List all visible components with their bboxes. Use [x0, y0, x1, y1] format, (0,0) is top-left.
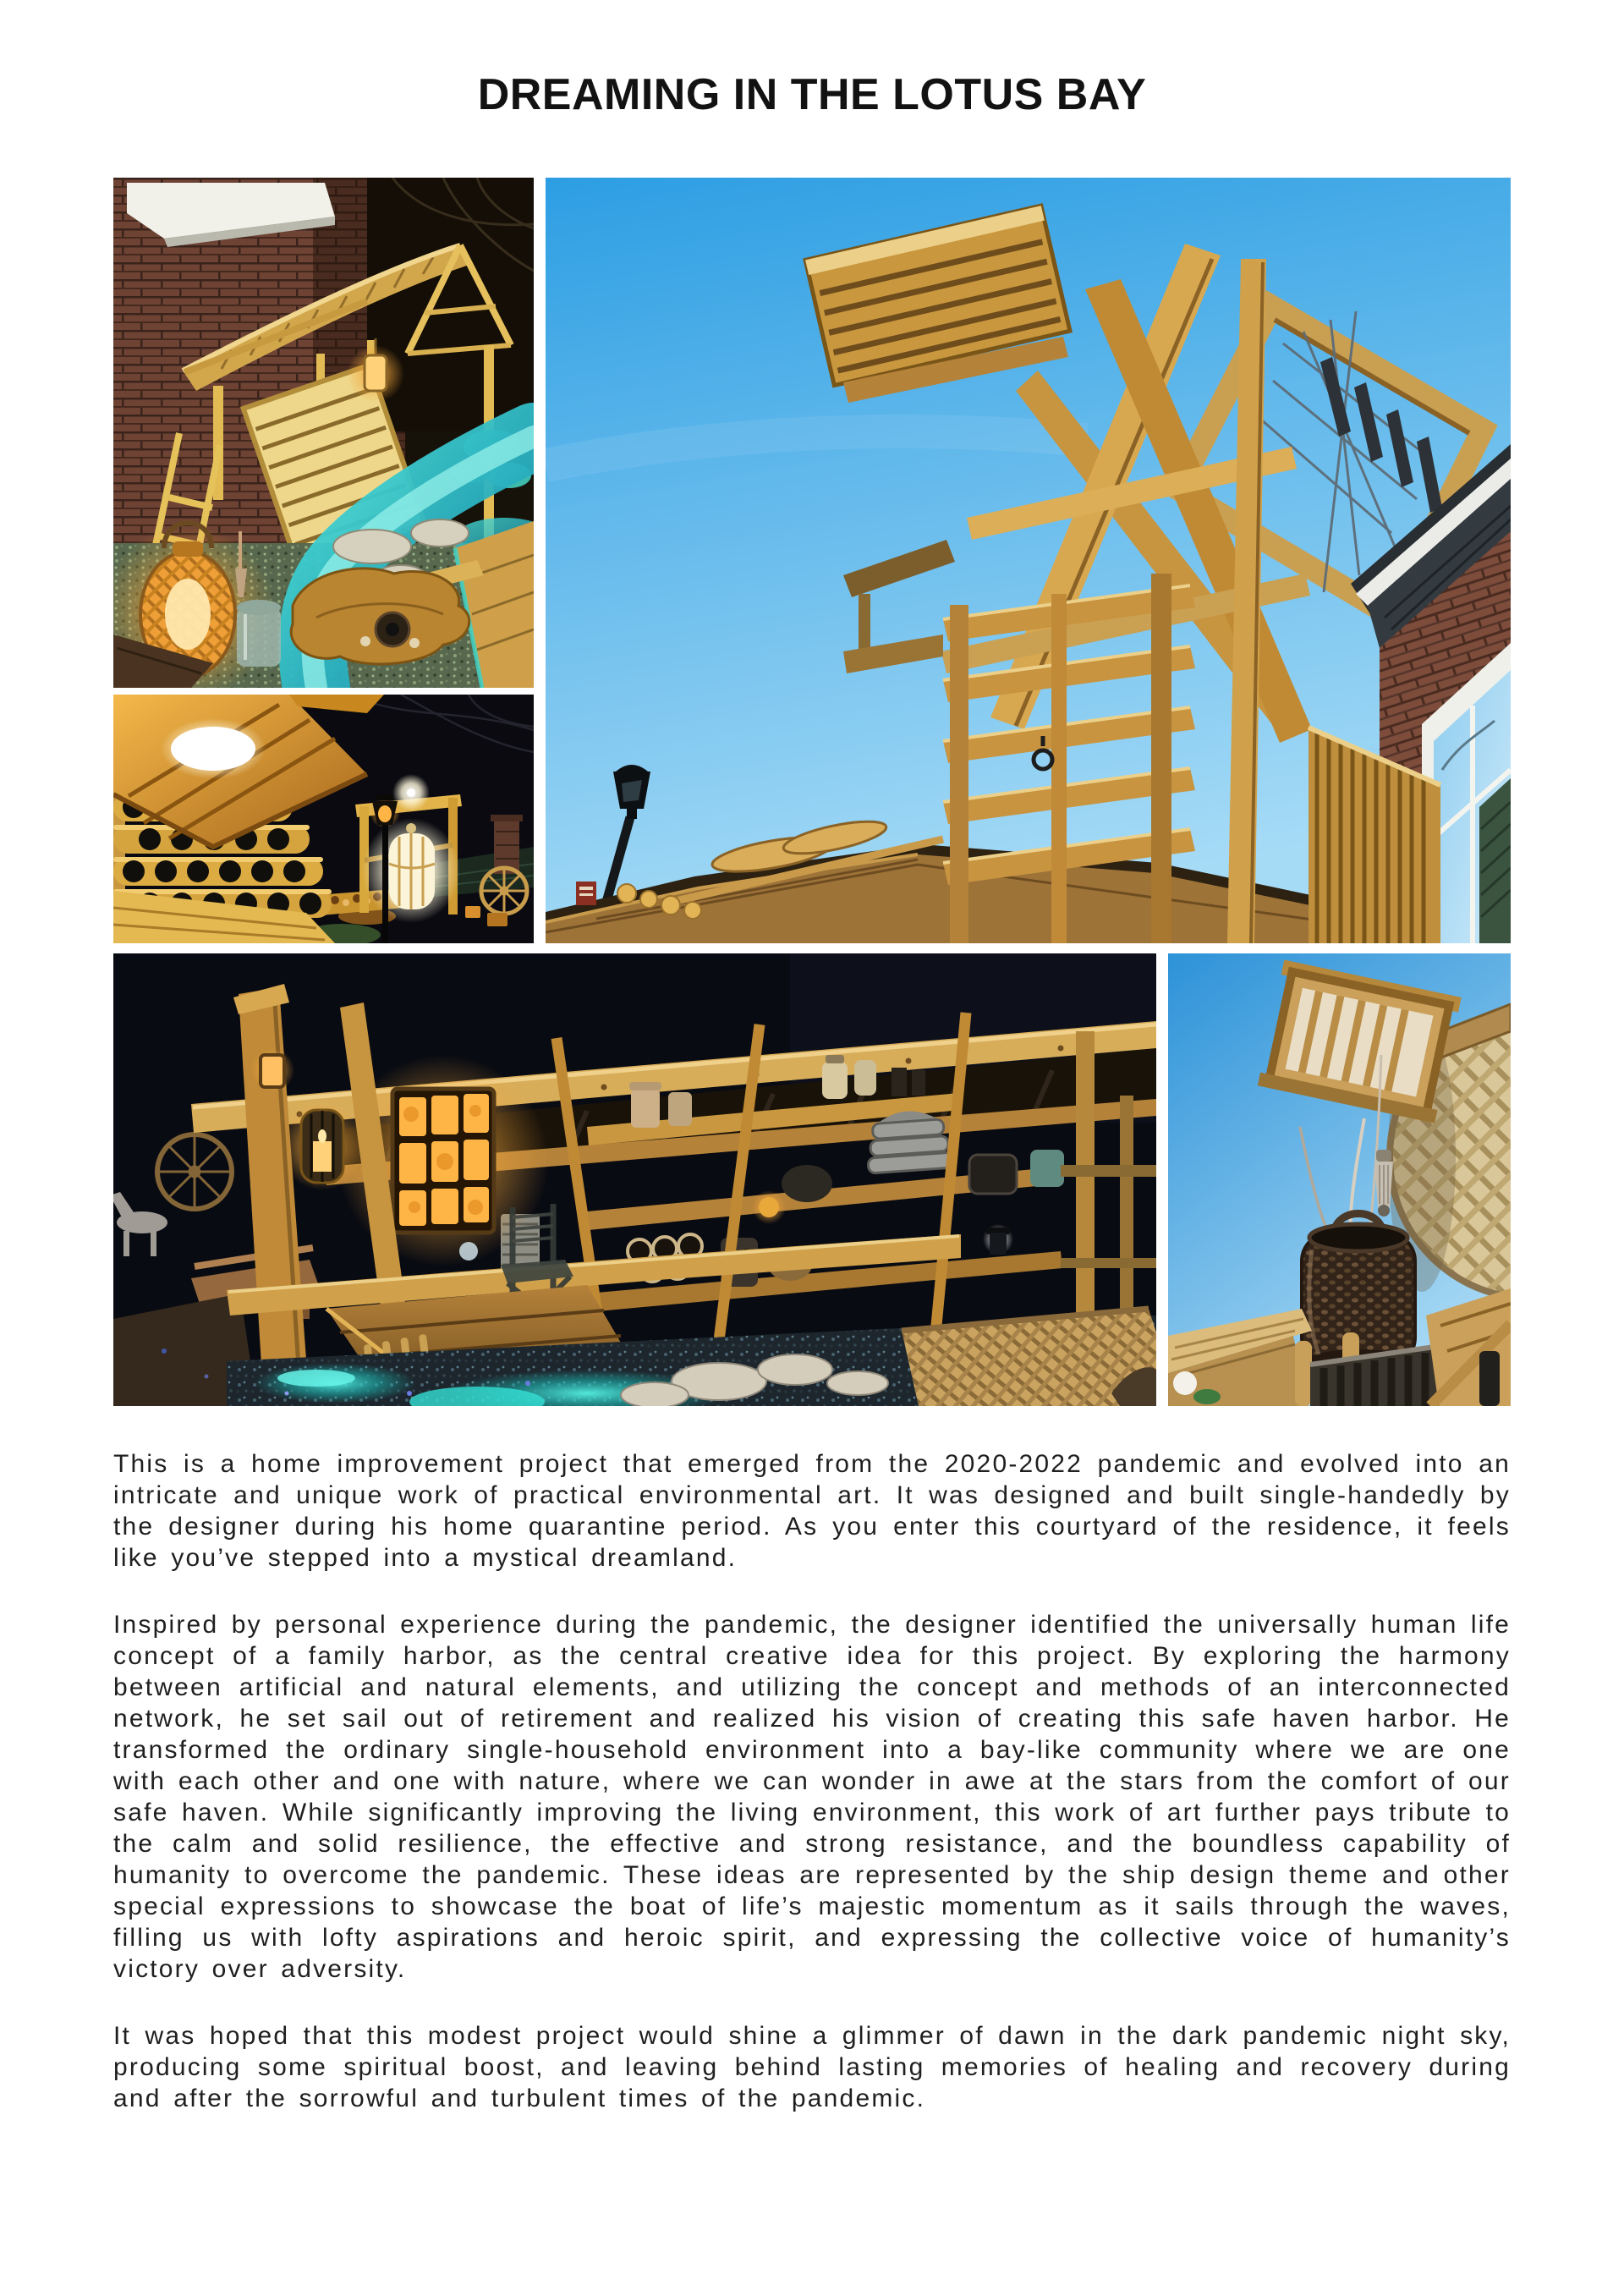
photo-tower-day-illustration — [546, 178, 1511, 943]
photo-ship-shelves-night — [113, 953, 1156, 1406]
photo-ship-shelves-night-illustration — [113, 953, 1156, 1406]
photo-tower-day — [546, 178, 1511, 943]
glass-jar — [237, 600, 281, 667]
photo-hanging-basket-day — [1168, 953, 1511, 1406]
photo-courtyard-night — [113, 178, 534, 688]
photo-hanging-basket-day-illustration — [1168, 953, 1511, 1406]
body-text — [113, 1448, 1511, 2114]
wagon-wheel — [157, 1134, 232, 1209]
cage-lantern — [362, 818, 460, 923]
wagon-wheel — [481, 868, 527, 914]
photo-courtyard-night-illustration — [113, 178, 534, 688]
body-paragraph: Inspired by personal experience during the pandemic, the designer identified the universally human life concept of a family harbor, as the central creative idea for this project. By exploring the harmony between artificial and natural elements, and utilizing the concept and methods of an interconnected network, he set sail out of retirement and realized his vision of creating this safe haven harbor. He transformed the ordinary single-household environment into a bay-like community where we are one with each other and one with nature, where we can wonder in awe at the stars from the comfort of our safe haven. While significantly improving the living environment, this work of art further pays tribute to the calm and solid resilience, the effective and strong resistance, and the boundless capability of humanity to overcome the pandemic. These ideas are represented by the ship design theme and other special expressions to showcase the boat of life’s majestic momentum as it sails through the waves, filling us with lofty aspirations and heroic spirit, and expressing the collective voice of humanity’s victory over adversity. — [113, 1611, 1511, 1983]
body-paragraph: It was hoped that this modest project would shine a glimmer of dawn in the dark pandemic night sky, producing some spiritual boost, and leaving behind lasting memories of healing and recovery during and after the sorrowful and turbulent times of the pandemic. — [113, 2022, 1511, 2112]
oval-light — [171, 727, 255, 771]
body-paragraph: This is a home improvement project that emerged from the 2020-2022 pandemic and evolved into an intricate and unique work of practical environmental art. It was designed and built single-handedly by the designer during his home quarantine period. As you enter this courtyard of the residence, it feels like you’ve stepped into a mystical dreamland. — [113, 1450, 1511, 1572]
solar-lamp — [983, 1224, 1013, 1255]
photo-canopy-night — [113, 695, 534, 943]
photo-canopy-night-illustration — [113, 695, 534, 943]
page-title: DREAMING IN THE LOTUS BAY — [477, 70, 1147, 119]
chimney — [491, 815, 523, 874]
